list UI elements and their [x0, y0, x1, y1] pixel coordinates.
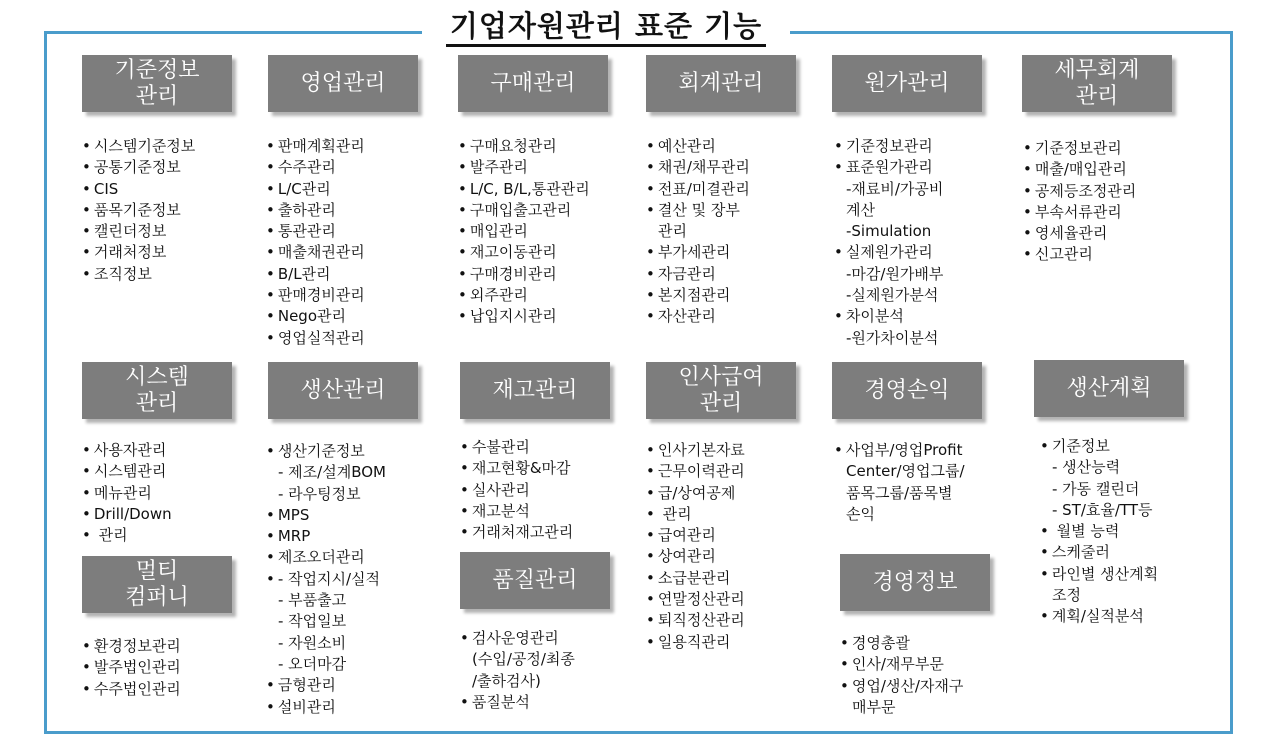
module-box — [1034, 360, 1184, 417]
module-box — [460, 362, 610, 419]
module-title: 세무회계 관리 — [1054, 57, 1140, 109]
function-item: • 수주법인관리 — [82, 679, 181, 700]
module-title: 경영손익 — [864, 377, 950, 403]
function-item: • 거래처정보 — [82, 242, 195, 263]
function-item: • 제조오더관리 — [266, 547, 386, 568]
module-title: 원가관리 — [864, 70, 950, 96]
function-item: • 발주관리 — [458, 157, 590, 178]
function-item: • 예산관리 — [646, 136, 750, 157]
function-item: • 메뉴관리 — [82, 483, 172, 504]
function-item: • 사업부/영업Profit — [834, 440, 965, 461]
module-function-list — [266, 441, 386, 718]
function-item: 손익 — [846, 504, 875, 523]
function-item: • 퇴직정산관리 — [646, 610, 745, 631]
module-box — [82, 556, 232, 613]
function-item: • L/C관리 — [266, 179, 365, 200]
function-item: • 자산관리 — [646, 306, 750, 327]
function-item: • 기준정보관리 — [1023, 138, 1136, 159]
function-item: • 금형관리 — [266, 675, 386, 696]
function-item: • 매출채권관리 — [266, 242, 365, 263]
module-function-list — [646, 136, 750, 328]
module-function-list — [1040, 436, 1158, 628]
function-item: • 급여관리 — [646, 525, 745, 546]
function-item: (수입/공정/최종 — [472, 650, 575, 669]
module-title: 인사급여 관리 — [678, 364, 764, 416]
function-item: • 시스템기준정보 — [82, 136, 195, 157]
function-item: • 관리 — [646, 504, 745, 525]
function-item: • 표준원가관리 — [834, 157, 943, 178]
module-title: 기준정보 관리 — [114, 57, 200, 109]
module-title: 영업관리 — [300, 70, 386, 96]
function-item: • 매출/매입관리 — [1023, 159, 1136, 180]
diagram-title: 기업자원관리 표준 기능 — [422, 6, 790, 46]
function-item: • 공통기준정보 — [82, 157, 195, 178]
function-item: • 구매경비관리 — [458, 264, 590, 285]
function-item: • 납입지시관리 — [458, 306, 590, 327]
module-box — [268, 55, 418, 112]
module-function-list — [460, 437, 573, 543]
function-item: • 발주법인관리 — [82, 657, 181, 678]
function-item: • 본지점관리 — [646, 285, 750, 306]
function-item: - 제조/설계BOM — [278, 463, 386, 482]
function-item: • 재고현황&마감 — [460, 458, 573, 479]
function-item: - 라우팅정보 — [278, 484, 361, 503]
function-item: - 생산능력 — [1052, 458, 1121, 477]
module-box — [832, 362, 982, 419]
function-item: • 사용자관리 — [82, 440, 172, 461]
function-item: - ST/효율/TT등 — [1052, 500, 1153, 519]
function-item: • 거래처재고관리 — [460, 522, 573, 543]
function-item: • 구매입출고관리 — [458, 200, 590, 221]
function-item: -원가차이분석 — [846, 328, 939, 347]
function-item: • 구매요청관리 — [458, 136, 590, 157]
function-item: • 계획/실적분석 — [1040, 606, 1158, 627]
function-item: -실제원가분석 — [846, 286, 939, 305]
function-item: • 캘린더정보 — [82, 221, 195, 242]
function-item: - 가동 캘린더 — [1052, 479, 1140, 498]
function-item: • 수주관리 — [266, 157, 365, 178]
function-item: • 외주관리 — [458, 285, 590, 306]
function-item: • 자금관리 — [646, 264, 750, 285]
module-title: 품질관리 — [492, 567, 578, 593]
module-box — [82, 362, 232, 419]
module-function-list — [840, 633, 963, 718]
function-item: • 일용직관리 — [646, 632, 745, 653]
function-item: • 영업실적관리 — [266, 328, 365, 349]
function-item: • Drill/Down — [82, 504, 172, 525]
module-function-list — [834, 136, 943, 349]
function-item: • L/C, B/L,통관관리 — [458, 179, 590, 200]
function-item: -마감/원가배부 — [846, 264, 944, 283]
function-item: • MRP — [266, 526, 386, 547]
function-item: • 설비관리 — [266, 697, 386, 718]
function-item: • 부속서류관리 — [1023, 202, 1136, 223]
function-item: • 연말정산관리 — [646, 589, 745, 610]
module-title: 멀티 컴퍼니 — [125, 558, 189, 610]
module-function-list — [82, 440, 172, 546]
module-title: 경영정보 — [872, 569, 958, 595]
function-item: -Simulation — [846, 222, 932, 241]
module-title: 생산관리 — [300, 377, 386, 403]
module-title: 구매관리 — [490, 70, 576, 96]
function-item: -재료비/가공비 — [846, 179, 944, 198]
function-item: • 실사관리 — [460, 480, 573, 501]
function-item: • 라인별 생산계획 — [1040, 564, 1158, 585]
module-function-list — [646, 440, 745, 653]
function-item: • MPS — [266, 505, 386, 526]
function-item: • 급/상여공제 — [646, 483, 745, 504]
module-function-list — [1023, 138, 1136, 266]
function-item: • 판매경비관리 — [266, 285, 365, 306]
function-item: • 품목기준정보 — [82, 200, 195, 221]
module-box — [840, 554, 990, 611]
function-item: • 통관관리 — [266, 221, 365, 242]
function-item: • 인사/재무부문 — [840, 654, 963, 675]
function-item: • B/L관리 — [266, 264, 365, 285]
function-item: • 실제원가관리 — [834, 242, 943, 263]
function-item: • 영업/생산/자재구 — [840, 676, 963, 697]
function-item: - 작업일보 — [278, 612, 347, 631]
function-item: • 검사운영관리 — [460, 628, 575, 649]
function-item: • 소급분관리 — [646, 568, 745, 589]
function-item: • 채권/채무관리 — [646, 157, 750, 178]
module-box — [646, 55, 796, 112]
function-item: • 관리 — [82, 525, 172, 546]
function-item: • 출하관리 — [266, 200, 365, 221]
module-box — [832, 55, 982, 112]
module-function-list — [458, 136, 590, 328]
function-item: • 시스템관리 — [82, 461, 172, 482]
function-item: • 월별 능력 — [1040, 521, 1158, 542]
function-item: • 품질분석 — [460, 692, 575, 713]
function-item: - 부품출고 — [278, 591, 347, 610]
module-box — [458, 55, 608, 112]
function-item: • 수불관리 — [460, 437, 573, 458]
function-item: • CIS — [82, 179, 195, 200]
function-item: - 자원소비 — [278, 633, 347, 652]
function-item: • 기준정보관리 — [834, 136, 943, 157]
function-item: • 근무이력관리 — [646, 461, 745, 482]
function-item: 품목그룹/품목별 — [846, 483, 953, 502]
module-function-list — [266, 136, 365, 349]
function-item: • 환경정보관리 — [82, 636, 181, 657]
module-function-list — [834, 440, 965, 525]
function-item: /출하검사) — [472, 671, 541, 690]
module-function-list — [82, 636, 181, 700]
function-item: • 스케줄러 — [1040, 542, 1158, 563]
function-item: • - 작업지시/실적 — [266, 569, 386, 590]
function-item: • 매입관리 — [458, 221, 590, 242]
function-item: 계산 — [846, 200, 875, 219]
function-item: • 판매계획관리 — [266, 136, 365, 157]
function-item: • Nego관리 — [266, 306, 365, 327]
function-item: - 오더마감 — [278, 654, 347, 673]
function-item: 관리 — [658, 222, 687, 241]
function-item: • 기준정보 — [1040, 436, 1158, 457]
function-item: • 부가세관리 — [646, 242, 750, 263]
function-item: 조정 — [1052, 586, 1081, 605]
function-item: • 재고이동관리 — [458, 242, 590, 263]
function-item: • 차이분석 — [834, 306, 943, 327]
module-title: 회계관리 — [678, 70, 764, 96]
module-box — [268, 362, 418, 419]
module-title: 시스템 관리 — [125, 364, 189, 416]
module-function-list — [82, 136, 195, 285]
function-item: • 상여관리 — [646, 546, 745, 567]
function-item: • 공제등조정관리 — [1023, 181, 1136, 202]
module-title: 재고관리 — [492, 377, 578, 403]
function-item: • 인사기본자료 — [646, 440, 745, 461]
function-item: 매부문 — [852, 697, 896, 716]
function-item: • 신고관리 — [1023, 244, 1136, 265]
module-function-list — [460, 628, 575, 713]
module-box — [646, 362, 796, 419]
module-box — [82, 55, 232, 112]
function-item: • 조직정보 — [82, 264, 195, 285]
module-box — [460, 552, 610, 609]
function-item: • 재고분석 — [460, 501, 573, 522]
function-item: • 결산 및 장부 — [646, 200, 750, 221]
function-item: • 경영총괄 — [840, 633, 963, 654]
function-item: • 전표/미결관리 — [646, 179, 750, 200]
module-title: 생산계획 — [1066, 375, 1152, 401]
function-item: • 생산기준정보 — [266, 441, 386, 462]
function-item: • 영세율관리 — [1023, 223, 1136, 244]
module-box — [1022, 55, 1172, 112]
function-item: Center/영업그룹/ — [846, 462, 965, 481]
